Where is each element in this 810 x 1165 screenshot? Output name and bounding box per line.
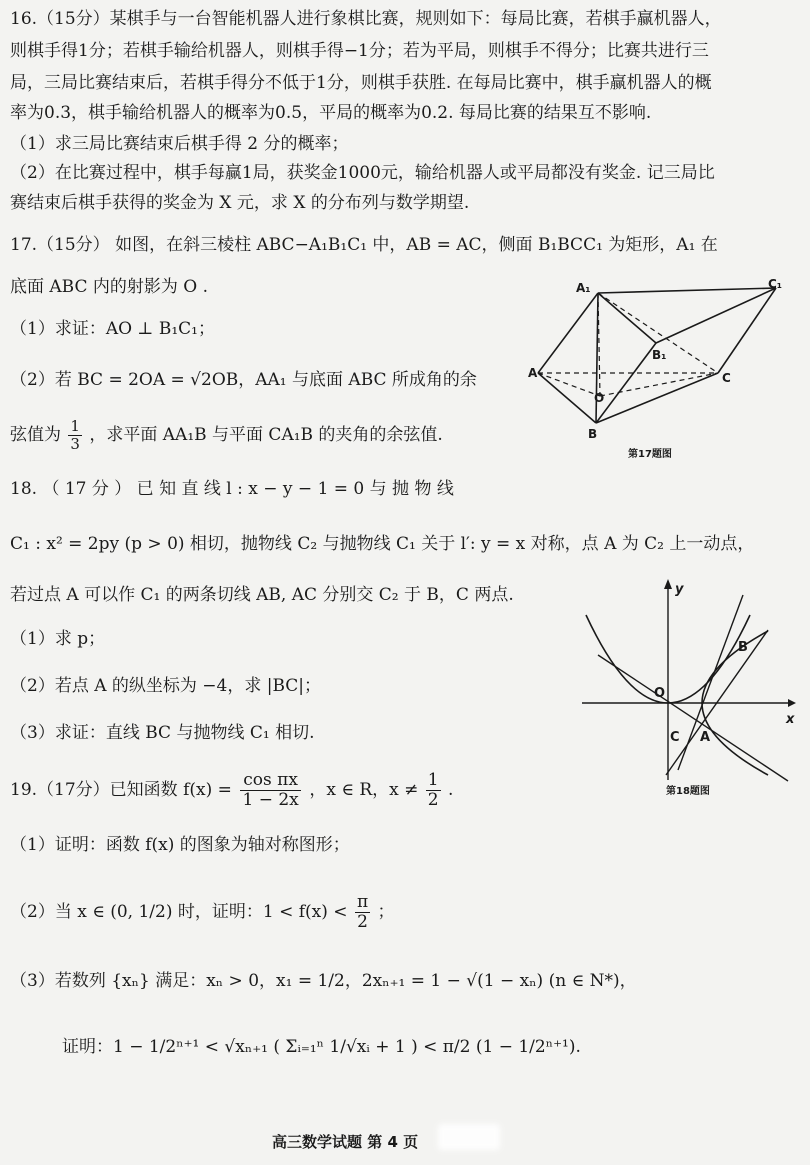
label-point-b: B bbox=[738, 640, 748, 655]
label-a1: A₁ bbox=[576, 281, 591, 295]
page-footer: 高三数学试题 第 4 页 bbox=[272, 1133, 419, 1151]
q17-sub2b-pre: 弦值为 bbox=[10, 425, 61, 445]
q19-sub1: （1）证明：函数 f(x) 的图象为轴对称图形； bbox=[10, 835, 350, 855]
edge-a-a1 bbox=[538, 293, 598, 373]
q16-sub2b: 赛结束后棋手获得的奖金为 X 元，求 X 的分布列与数学期望. bbox=[10, 193, 470, 213]
q17-sub2b-post: ，求平面 AA₁B 与平面 CA₁B 的夹角的余弦值. bbox=[89, 425, 443, 445]
figure18-caption: 第18题图 bbox=[666, 786, 710, 797]
label-o: O bbox=[594, 391, 605, 405]
q19-sub3-prove: 证明：1 − 1/2ⁿ⁺¹ < √xₙ₊₁ ( Σᵢ₌₁ⁿ 1/√xᵢ + 1 ) < π/2 (1 − 1/2ⁿ⁺¹). bbox=[62, 1037, 581, 1057]
label-b: B bbox=[588, 427, 598, 441]
q16-line3: 局，三局比赛结束后，若棋手得分不低于1分，则棋手获胜. 在每局比赛中，棋手赢机器人的概 bbox=[10, 73, 712, 93]
q18-sub2: （2）若点 A 的纵坐标为 −4，求 |BC|； bbox=[10, 676, 322, 696]
q18-line3: 若过点 A 可以作 C₁ 的两条切线 AB, AC 分别交 C₂ 于 B，C 两点. bbox=[10, 585, 514, 605]
two-denominator: 2 bbox=[357, 912, 368, 932]
hidden-a-o bbox=[538, 373, 600, 396]
q16-sub1: （1）求三局比赛结束后棋手得 2 分的概率； bbox=[10, 134, 349, 154]
q16-line2: 则棋手得1分；若棋手输给机器人，则棋手得−1分；若为平局，则棋手不得分；比赛共进行三 bbox=[10, 41, 709, 61]
figure17-caption: 第17题图 bbox=[628, 449, 672, 460]
q19-sub3: （3）若数列 {xₙ} 满足：xₙ > 0，x₁ = 1/2，2xₙ₊₁ = 1 − √(1 − xₙ) (n ∈ N*)， bbox=[10, 971, 637, 991]
q18-line2: C₁ : x² = 2py (p > 0) 相切，抛物线 C₂ 与抛物线 C₁ 关于 l′: y = x 对称，点 A 为 C₂ 上一动点， bbox=[10, 534, 755, 554]
pi-over-two bbox=[355, 893, 370, 932]
half-denominator: 2 bbox=[427, 790, 439, 810]
function-numerator: cos πx bbox=[240, 771, 301, 791]
parabola-figure bbox=[578, 575, 804, 785]
function-fraction bbox=[240, 771, 301, 810]
function-denominator: 1 − 2x bbox=[242, 790, 299, 810]
fraction-denominator: 3 bbox=[70, 435, 80, 453]
half-fraction bbox=[426, 771, 441, 810]
paper-glare bbox=[438, 1124, 500, 1150]
label-c: C bbox=[722, 371, 731, 385]
q19-sub2: （2）当 x ∈ (0, 1/2) 时，证明：1 < f(x) < $\frac{\pi}{2}$ ； bbox=[10, 892, 395, 932]
q19-line1-pre: 19.（17分）已知函数 f(x) = bbox=[10, 780, 232, 800]
label-a: A bbox=[528, 366, 538, 380]
q17-line2: 底面 ABC 内的射影为 O . bbox=[10, 277, 209, 297]
q18-sub1: （1）求 p； bbox=[10, 629, 106, 649]
q19-sub2-post: 时，证明：1 < f(x) < bbox=[177, 902, 348, 922]
tangent-line-1 bbox=[598, 655, 788, 781]
prism-figure bbox=[528, 276, 798, 446]
label-origin: O bbox=[654, 686, 666, 701]
fraction-numerator: 1 bbox=[70, 417, 80, 435]
q19-sub2-pre: （2）当 x ∈ bbox=[10, 902, 105, 922]
label-x: x bbox=[786, 712, 795, 727]
label-b1: B₁ bbox=[652, 348, 667, 362]
edge-a1-b1 bbox=[598, 293, 656, 343]
q19-line1: 19.（17分）已知函数 f(x) = $\frac{\text{cos πx}}{1 - 2x}$ ，x ∈ R，x ≠ $\frac{1}{2}$ . bbox=[10, 770, 454, 810]
q16-sub2a: （2）在比赛过程中，棋手每赢1局，获奖金1000元，输给机器人或平局都没有奖金. 记三局比 bbox=[10, 163, 715, 183]
q16-line1: 16.（15分）某棋手与一台智能机器人进行象棋比赛，规则如下：每局比赛，若棋手赢机器人， bbox=[10, 9, 722, 29]
y-axis-arrow bbox=[664, 579, 672, 589]
q16-line4: 率为0.3，棋手输给机器人的概率为0.5，平局的概率为0.2. 每局比赛的结果互不影响. bbox=[10, 103, 652, 123]
q17-sub2a: （2）若 BC = 2OA = √2OB，AA₁ 与底面 ABC 所成角的余 bbox=[10, 370, 477, 390]
label-y: y bbox=[675, 582, 684, 597]
edge-a1-c1 bbox=[598, 288, 776, 293]
q17-sub2b bbox=[10, 418, 443, 453]
q19-line1-post: ，x ∈ R，x ≠ bbox=[309, 780, 419, 800]
q17-sub1: （1）求证：AO ⊥ B₁C₁； bbox=[10, 319, 215, 339]
q18-sub3: （3）求证：直线 BC 与抛物线 C₁ 相切. bbox=[10, 723, 315, 743]
hidden-o-c bbox=[600, 373, 718, 396]
half-numerator: 1 bbox=[427, 770, 439, 790]
q18-line1: 18. （ 17 分 ） 已 知 直 线 l : x − y − 1 = 0 与 抛 物 线 bbox=[10, 479, 454, 499]
label-c1: C₁ bbox=[768, 277, 783, 291]
q17-line1: 17.（15分） 如图，在斜三棱柱 ABC−A₁B₁C₁ 中，AB = AC，侧面 B₁BCC₁ 为矩形，A₁ 在 bbox=[10, 235, 718, 255]
edge-a-b bbox=[538, 373, 596, 423]
pi-numerator: π bbox=[356, 892, 369, 912]
q19-sub2-interval: (0, 1/2) bbox=[110, 902, 173, 922]
x-axis-arrow bbox=[788, 699, 796, 707]
label-point-a: A bbox=[700, 730, 711, 745]
label-point-c: C bbox=[670, 730, 680, 745]
fraction-one-third bbox=[68, 418, 82, 453]
